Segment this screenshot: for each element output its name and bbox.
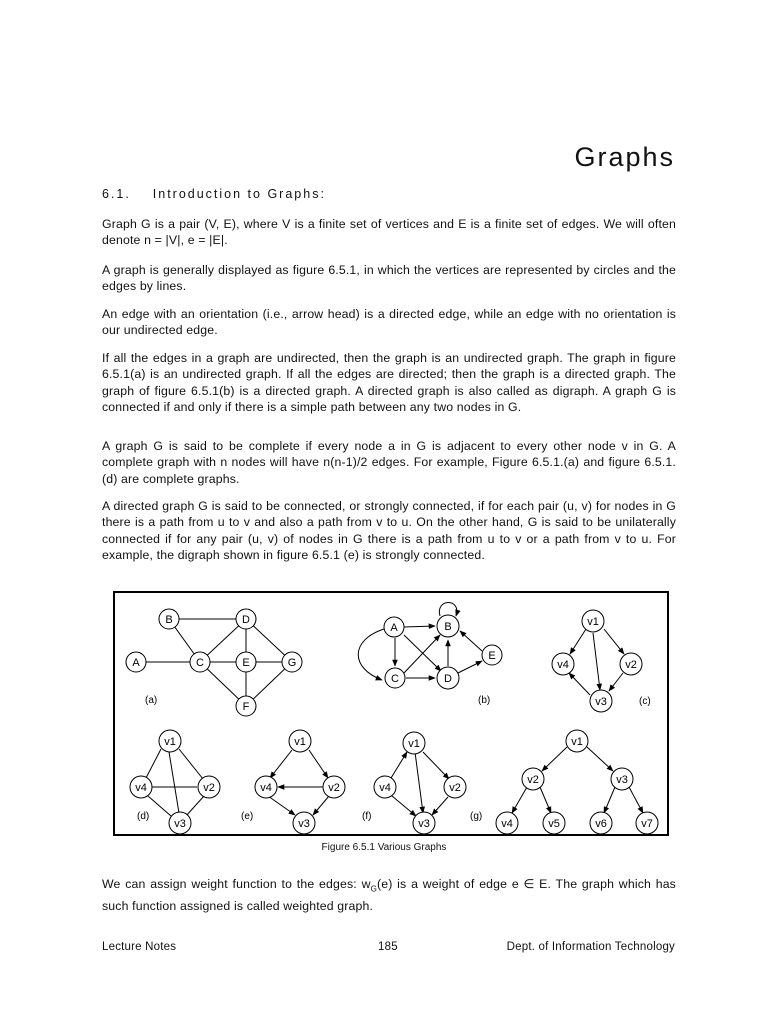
node-c-v3 <box>590 690 612 712</box>
node-a-B <box>159 609 179 629</box>
figure-box <box>113 591 669 836</box>
weight-subscript: G <box>370 884 377 894</box>
node-g-v2 <box>522 768 544 790</box>
panel-label-c: (c) <box>639 696 651 707</box>
panel-label-f: (f) <box>362 811 372 822</box>
node-d-v3 <box>169 812 191 834</box>
node-d-v4 <box>130 776 152 798</box>
node-d-v2 <box>198 776 220 798</box>
svg-text:v3: v3 <box>616 774 628 786</box>
panel-label-g: (g) <box>470 811 483 822</box>
footer-right: Dept. of Information Technology <box>506 941 675 953</box>
node-b-E <box>482 645 502 665</box>
node-g-v3 <box>611 768 633 790</box>
svg-text:v2: v2 <box>203 782 215 794</box>
svg-text:v2: v2 <box>449 782 461 794</box>
node-c-v4 <box>552 653 574 675</box>
paragraph-weighted-graph <box>102 876 676 914</box>
node-a-A <box>126 652 146 672</box>
page-number: 185 <box>378 941 398 953</box>
node-a-D <box>236 609 256 629</box>
svg-text:v4: v4 <box>557 659 569 671</box>
figure-caption: Figure 6.5.1 Various Graphs <box>321 842 447 853</box>
node-g-v5 <box>543 812 565 834</box>
graph-a-edges <box>136 619 292 706</box>
node-a-C <box>190 652 210 672</box>
graph-nodes <box>126 609 658 834</box>
svg-text:v2: v2 <box>328 782 340 794</box>
svg-text:D: D <box>444 673 452 685</box>
paragraph-complete-graph: A graph G is said to be complete if every node a in G is adjacent to every other node v in G. A complete graph with n nodes will have n(n-1)/2 edges. For example, Figure 6.5.1.(a) and figure 6.5.1.(d) are complete graphs. <box>102 439 676 486</box>
svg-text:v5: v5 <box>548 818 560 830</box>
weight-text-after: (e) is a weight of edge e ∈ E. The graph which has such function assigned is called weighted graph. <box>102 877 676 913</box>
svg-text:v3: v3 <box>298 818 310 830</box>
svg-text:B: B <box>165 614 173 626</box>
svg-text:v6: v6 <box>595 818 607 830</box>
node-g-v4 <box>496 812 518 834</box>
node-e-v1 <box>289 730 311 752</box>
weight-text-before: We can assign weight function to the edges: w <box>102 877 371 891</box>
svg-text:C: C <box>391 673 399 685</box>
graph-e-edges <box>268 750 329 815</box>
svg-text:v4: v4 <box>260 782 272 794</box>
panel-label-d: (d) <box>137 811 150 822</box>
paragraph-graph-definition: Graph G is a pair (V, E), where V is a finite set of vertices and E is a finite set of edges. We will often denote n = |V|, e = |E|. <box>102 217 676 248</box>
svg-text:E: E <box>488 650 496 662</box>
section-heading <box>102 187 326 201</box>
svg-text:E: E <box>242 657 250 669</box>
svg-text:v4: v4 <box>379 782 391 794</box>
node-g-v1 <box>566 730 588 752</box>
section-number: 6.1. <box>102 187 131 201</box>
section-title: Introduction to Graphs: <box>152 187 326 201</box>
graph-b-edges <box>358 603 482 681</box>
svg-text:A: A <box>390 622 398 634</box>
svg-text:D: D <box>242 614 250 626</box>
svg-text:v1: v1 <box>408 738 420 750</box>
panel-labels <box>137 695 651 822</box>
node-b-B <box>437 615 459 637</box>
node-g-v6 <box>590 812 612 834</box>
node-c-v2 <box>620 653 642 675</box>
svg-text:v1: v1 <box>164 736 176 748</box>
svg-text:v3: v3 <box>595 696 607 708</box>
node-b-D <box>437 667 459 689</box>
graph-f-edges <box>391 752 449 816</box>
panel-label-b: (b) <box>478 695 491 706</box>
svg-text:A: A <box>132 657 140 669</box>
svg-text:G: G <box>287 657 297 669</box>
svg-text:v3: v3 <box>418 818 430 830</box>
paragraph-graph-display: A graph is generally displayed as figure 6.5.1, in which the vertices are represented by circles and the edges by lines. <box>102 263 676 294</box>
svg-text:v3: v3 <box>174 818 186 830</box>
graph-d-edges <box>146 749 204 816</box>
node-e-v3 <box>293 812 315 834</box>
page-title: Graphs <box>574 142 675 172</box>
node-b-C <box>385 668 405 688</box>
node-f-v1 <box>403 732 425 754</box>
graphs-figure <box>115 593 667 834</box>
svg-text:v1: v1 <box>571 736 583 748</box>
svg-text:C: C <box>196 657 204 669</box>
panel-label-a: (a) <box>145 695 158 706</box>
footer-left: Lecture Notes <box>102 941 177 953</box>
svg-text:v4: v4 <box>135 782 147 794</box>
svg-text:v2: v2 <box>527 774 539 786</box>
node-f-v4 <box>374 776 396 798</box>
panel-label-e: (e) <box>241 811 254 822</box>
node-f-v2 <box>444 776 466 798</box>
svg-text:v4: v4 <box>501 818 513 830</box>
node-f-v3 <box>413 812 435 834</box>
svg-text:v1: v1 <box>294 736 306 748</box>
svg-text:v1: v1 <box>587 616 599 628</box>
node-e-v2 <box>323 776 345 798</box>
paragraph-undirected-graph: If all the edges in a graph are undirected, then the graph is an undirected graph. The graph in figure 6.5.1(a) is an undirected graph. If all the edges are directed; then the graph is a directed graph. The graph of figure 6.5.1(b) is a directed graph. A directed graph is also called as digraph. A graph G is connected if and only if there is a simple path between any two nodes in G. <box>102 351 676 415</box>
graph-c-edges <box>569 629 624 695</box>
node-g-v7 <box>636 812 658 834</box>
node-b-A <box>384 617 404 637</box>
paragraph-strongly-connected: A directed graph G is said to be connected, or strongly connected, if for each pair (u, v) for nodes in G there is a path from u to v and also a path from v to u. On the other hand, G is said to be unilaterally connected if for any pair (u, v) of nodes in G there is a path from u to v or a path from v to u. For example, the digraph shown in figure 6.5.1 (e) is strongly connected. <box>102 499 676 563</box>
svg-text:v7: v7 <box>641 818 653 830</box>
node-a-F <box>236 696 256 716</box>
node-a-G <box>282 652 302 672</box>
svg-text:F: F <box>242 701 250 713</box>
node-d-v1 <box>159 730 181 752</box>
svg-text:v2: v2 <box>625 659 637 671</box>
node-a-E <box>236 652 256 672</box>
paragraph-directed-edge: An edge with an orientation (i.e., arrow head) is a directed edge, while an edge with no orientation is our undirected edge. <box>102 307 676 338</box>
node-e-v4 <box>255 776 277 798</box>
svg-text:B: B <box>444 621 452 633</box>
node-c-v1 <box>582 610 604 632</box>
